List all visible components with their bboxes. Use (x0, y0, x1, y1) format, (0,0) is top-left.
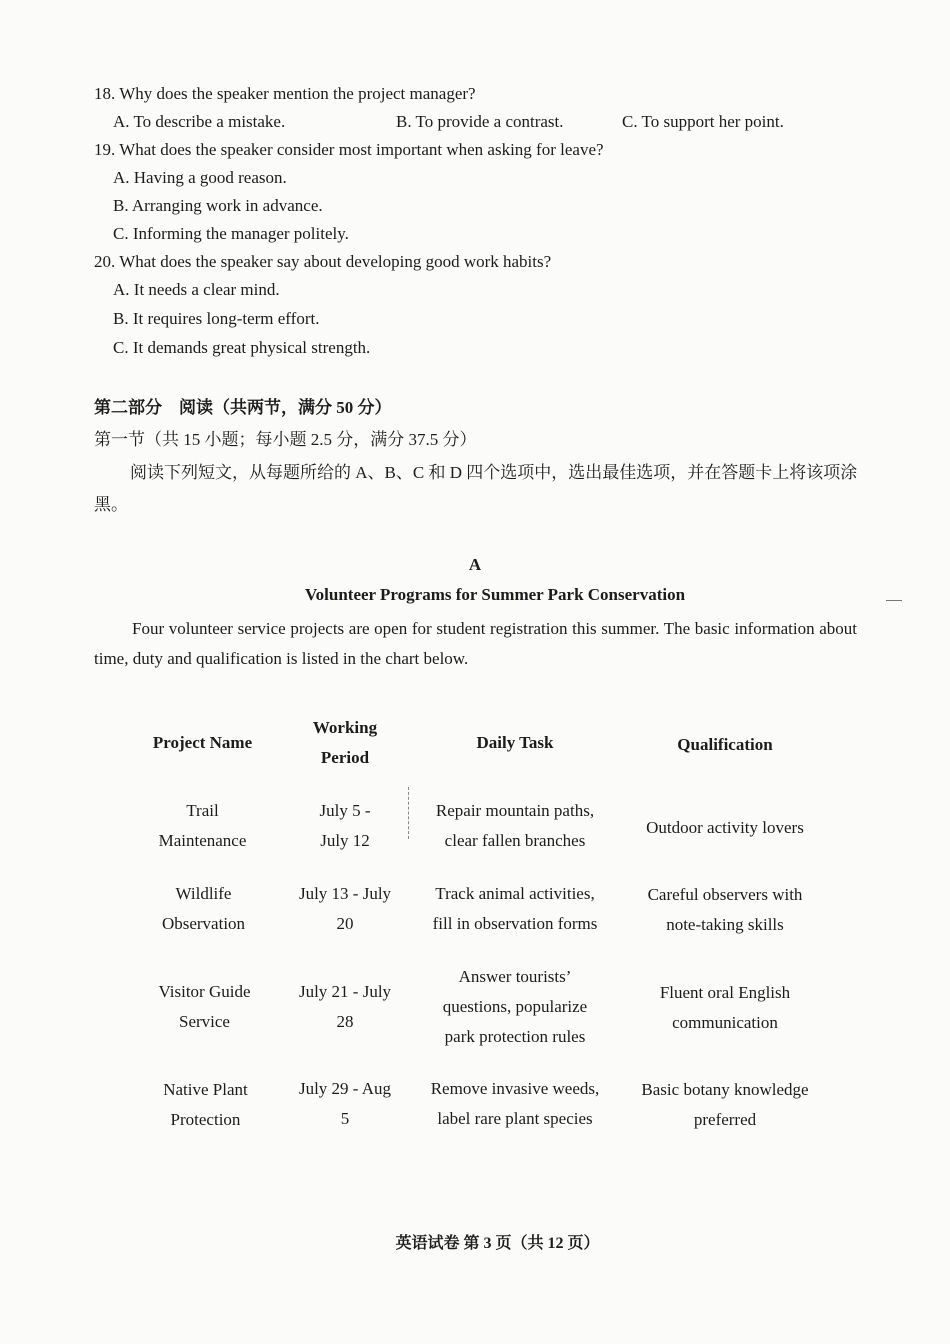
row3-working-period: July 21 - July 28 (298, 982, 392, 1031)
row3-project-name: Visitor Guide Service (158, 982, 251, 1031)
question-18: 18. Why does the speaker mention the project manager? (94, 84, 476, 103)
row4-daily-task: Remove invasive weeds, label rare plant species (430, 1079, 600, 1128)
section-title: 第二部分 阅读（共两节，满分 50 分） (94, 398, 392, 417)
q18-option-b: B. To provide a contrast. (396, 112, 564, 131)
passage-intro: Four volunteer service projects are open for student registration this summer. The basic information about time, duty and qualification is listed in the chart below. (94, 619, 857, 668)
question-19: 19. What does the speaker consider most important when asking for leave? (94, 140, 604, 159)
row1-daily-task: Repair mountain paths, clear fallen branches (435, 801, 595, 850)
q19-option-c: C. Informing the manager politely. (113, 224, 349, 243)
section-instruction: 阅读下列短文，从每题所给的 A、B、C 和 D 四个选项中，选出最佳选项，并在答题卡上将该项涂黑。 (94, 463, 858, 514)
question-20: 20. What does the speaker say about developing good work habits? (94, 252, 552, 271)
q18-option-a: A. To describe a mistake. (113, 112, 286, 131)
header-daily-task: Daily Task (476, 733, 554, 752)
page-footer: 英语试卷 第 3 页（共 12 页） (395, 1235, 600, 1252)
q19-option-b: B. Arranging work in advance. (113, 196, 323, 215)
row1-project-name: Trail Maintenance (158, 801, 247, 850)
row1-qualification: Outdoor activity lovers (646, 818, 804, 837)
q20-option-c: C. It demands great physical strength. (113, 338, 371, 357)
row3-qualification: Fluent oral English communication (659, 983, 791, 1032)
passage-letter: A (468, 555, 482, 574)
q18-option-c: C. To support her point. (622, 112, 784, 131)
header-project-name: Project Name (152, 733, 253, 752)
row2-project-name: Wildlife Observation (161, 884, 246, 933)
row2-qualification: Careful observers with note-taking skills (647, 885, 803, 934)
row2-working-period: July 13 - July 20 (298, 884, 392, 933)
scan-mark (886, 600, 902, 601)
section-subtitle: 第一节（共 15 小题；每小题 2.5 分，满分 37.5 分） (94, 430, 477, 449)
row2-daily-task: Track animal activities, fill in observation forms (432, 884, 598, 933)
q20-option-b: B. It requires long-term effort. (113, 309, 320, 328)
row4-working-period: July 29 - Aug 5 (298, 1079, 392, 1128)
header-qualification: Qualification (677, 735, 773, 754)
header-working-period: Working Period (312, 718, 378, 767)
q19-option-a: A. Having a good reason. (113, 168, 287, 187)
q20-option-a: A. It needs a clear mind. (113, 280, 280, 299)
passage-title: Volunteer Programs for Summer Park Conservation (304, 585, 686, 604)
row1-working-period: July 5 - July 12 (319, 801, 371, 850)
row3-daily-task: Answer tourists’ questions, popularize park protection rules (442, 967, 588, 1046)
row4-project-name: Native Plant Protection (163, 1080, 248, 1129)
row4-qualification: Basic botany knowledge preferred (641, 1080, 809, 1129)
table-dashed-divider (408, 787, 409, 839)
